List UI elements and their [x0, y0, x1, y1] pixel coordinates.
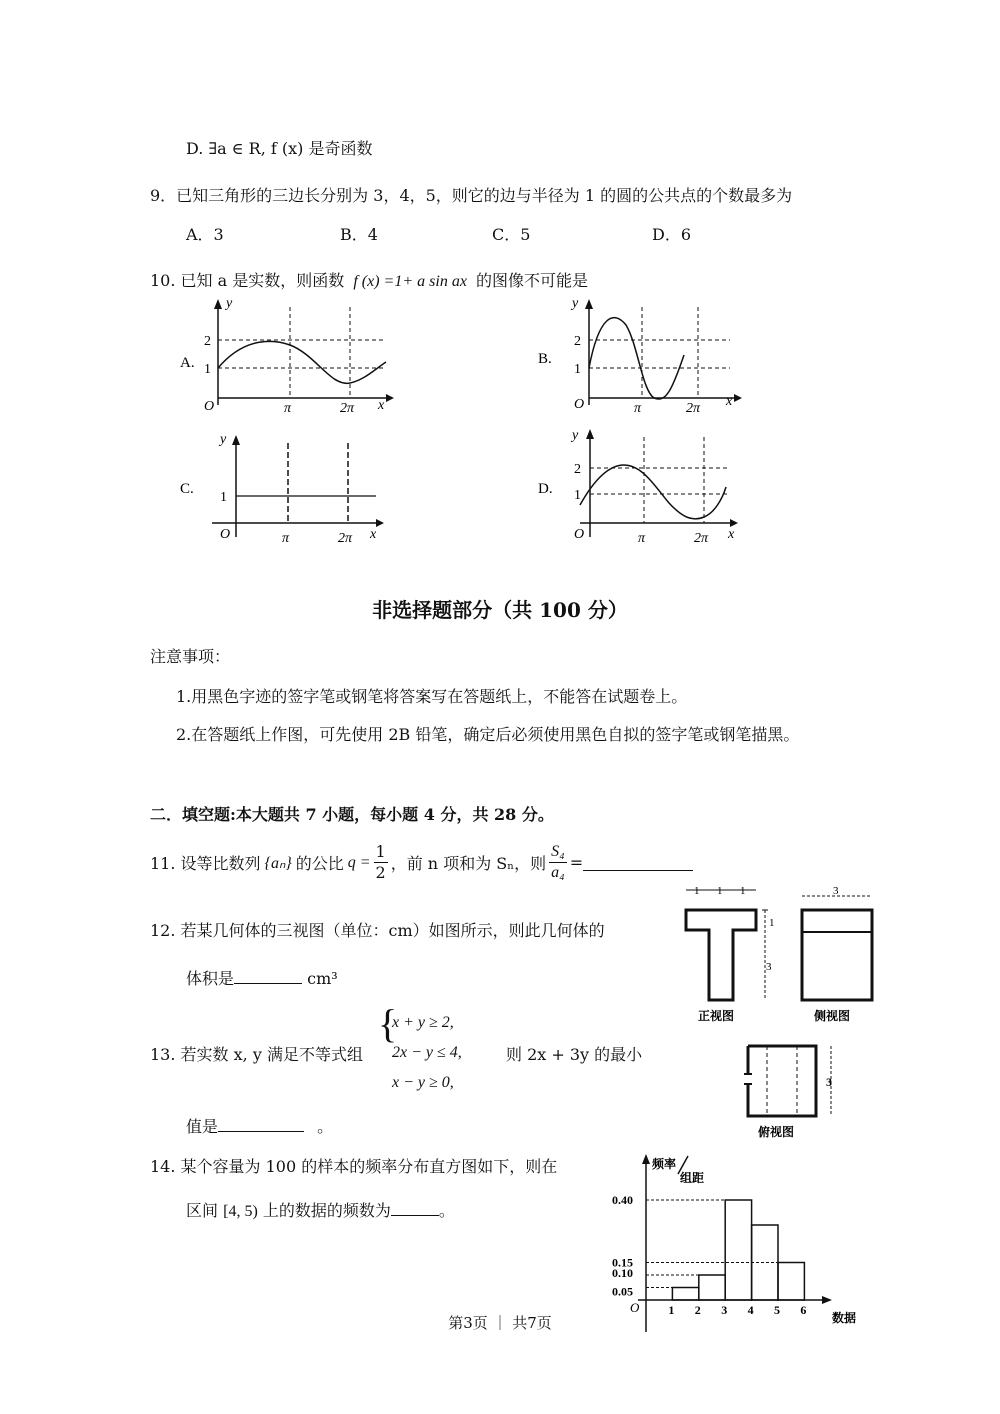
hist-y-tick: 0.40	[612, 1193, 633, 1207]
hist-y-tick: 0.05	[612, 1284, 633, 1299]
origin-label: O	[574, 397, 585, 412]
q11-target-num: S₄	[549, 842, 567, 863]
notes-item-2: 2.在答题纸上作图，可先使用 2B 铅笔，确定后必须使用黑色自拟的签字笔或钢笔描黑。	[176, 725, 800, 744]
q11-target-den: a₄	[551, 864, 565, 881]
q14-line2-end: 。	[438, 1201, 455, 1220]
q11-target-fraction	[549, 842, 567, 883]
q13-line2-suffix: 。	[317, 1117, 334, 1136]
part2-heading: 二．填空题:本大题共 7 小题，每小题 4 分，共 28 分。	[150, 805, 554, 824]
tick-2: 2	[574, 334, 581, 349]
q13-line2-prefix: 值是	[186, 1117, 219, 1136]
q10-formula: f (x) =1+ a sin ax	[353, 273, 467, 290]
graph-a-label: A.	[180, 355, 195, 371]
hist-ylabel-bottom: 组距	[680, 1171, 705, 1185]
front-view-label: 正视图	[698, 1009, 735, 1023]
q9-option-d: D．6	[652, 225, 692, 244]
tick-pi: π	[284, 401, 292, 415]
q9-option-c: C．5	[492, 225, 531, 244]
q11-ratio-fraction	[374, 842, 388, 883]
origin-label: O	[220, 527, 231, 542]
q12-three-views	[676, 882, 906, 1030]
axis-y-label: y	[220, 432, 227, 447]
q9-option-b: B．4	[340, 225, 378, 244]
q12-answer-blank[interactable]	[234, 967, 302, 984]
graph-d-label: D.	[538, 481, 553, 497]
origin-label: O	[204, 399, 215, 414]
q8-option-d: D. ∃a ∈ R, f (x) 是奇函数	[186, 139, 373, 158]
dim-1c: 1	[740, 885, 746, 897]
tick-1: 1	[220, 490, 227, 505]
q12-top-view	[740, 1038, 850, 1146]
q10-graph-b	[534, 295, 754, 415]
q11-prefix: 11. 设等比数列	[150, 854, 261, 873]
axis-x-label: x	[728, 527, 735, 542]
q11-seq: {aₙ}	[264, 854, 292, 872]
dim-1b: 1	[717, 885, 723, 897]
q10-graph-d	[534, 425, 754, 550]
q10-stem-prefix: 10. 已知 a 是实数，则函数	[150, 271, 345, 290]
hist-y-tick: 0.15	[612, 1255, 633, 1270]
q13-line2	[186, 1114, 333, 1137]
hist-xlabel: 数据	[832, 1311, 857, 1325]
q9-option-a: A．3	[186, 225, 224, 244]
notes-item-1: 1.用黑色字迹的签字笔或钢笔将答案写在答题纸上，不能答在试题卷上。	[176, 687, 688, 706]
q13-suffix: 则 2x + 3y 的最小	[506, 1045, 643, 1064]
side-view-label: 侧视图	[814, 1009, 851, 1023]
graph-b-label: B.	[538, 351, 552, 367]
q14-interval: [4, 5)	[223, 1203, 258, 1220]
q14-line2	[186, 1198, 455, 1221]
dim-3c: 3	[826, 1075, 832, 1089]
q11-ratio-den: 2	[375, 863, 386, 882]
q13-ineq-2: 2x − y ≤ 4,	[392, 1044, 462, 1061]
tick-pi: π	[282, 531, 290, 546]
q11-answer-blank[interactable]	[583, 854, 693, 871]
q13-ineq-1: x + y ≥ 2,	[392, 1014, 454, 1031]
q13-answer-blank[interactable]	[218, 1115, 304, 1132]
q10-stem-suffix: 的图像不可能是	[476, 271, 589, 290]
tick-2: 2	[574, 462, 581, 477]
q11-q: q =	[347, 853, 371, 871]
dim-1d: 1	[769, 917, 775, 929]
tick-2pi: 2π	[694, 531, 709, 546]
axis-y-label: y	[226, 296, 233, 311]
top-view-label: 俯视图	[758, 1125, 795, 1139]
hist-y-tick: 0.10	[612, 1266, 633, 1280]
tick-2: 2	[204, 334, 211, 349]
origin-label: O	[574, 527, 585, 542]
q11-mid: 的公比	[295, 854, 344, 873]
q13-prefix: 13. 若实数 x, y 满足不等式组	[150, 1045, 363, 1064]
dim-3b: 3	[833, 885, 839, 897]
q11-ratio-num: 1	[375, 842, 386, 861]
tick-1: 1	[574, 362, 581, 377]
axis-x-label: x	[378, 398, 385, 413]
notes-heading: 注意事项：	[150, 647, 231, 666]
hist-bar	[672, 1288, 698, 1301]
hist-origin: O	[630, 1300, 640, 1315]
q12-line2	[186, 966, 338, 989]
q12-unit: cm³	[307, 969, 338, 988]
q14-line2-prefix: 区间	[186, 1201, 219, 1220]
q11-mid2: ，前 n 项和为 Sₙ，则	[390, 854, 547, 873]
q9-stem: 9．已知三角形的三边长分别为 3，4，5，则它的边与半径为 1 的圆的公共点的个数最多为	[150, 186, 793, 205]
q11-eq: =	[569, 853, 584, 872]
tick-1: 1	[204, 362, 211, 377]
tick-pi: π	[638, 531, 646, 546]
hist-x-tick: 3	[721, 1303, 728, 1317]
hist-bar	[725, 1200, 751, 1300]
hist-ylabel-top: 频率	[652, 1157, 677, 1171]
q14-line1: 14. 某个容量为 100 的样本的频率分布直方图如下，则在	[150, 1157, 558, 1176]
q13-ineq-3: x − y ≥ 0,	[392, 1074, 454, 1091]
hist-bar	[699, 1275, 725, 1300]
axis-y-label: y	[572, 296, 579, 311]
dim-3a: 3	[766, 961, 772, 973]
q13-system	[392, 1008, 462, 1098]
tick-pi: π	[634, 401, 642, 415]
axis-x-label: x	[370, 527, 377, 542]
section-title: 非选择题部分（共 100 分）	[372, 598, 628, 622]
hist-x-tick: 6	[800, 1303, 807, 1317]
q10-graph-c	[176, 425, 396, 550]
hist-x-tick: 2	[694, 1303, 701, 1317]
q14-answer-blank[interactable]	[391, 1199, 439, 1216]
hist-x-tick: 1	[668, 1303, 675, 1317]
q10-stem	[150, 268, 588, 291]
q14-line2-suffix: 上的数据的频数为	[262, 1201, 391, 1220]
q11	[150, 842, 693, 883]
hist-x-tick: 5	[774, 1303, 780, 1317]
q12-line2-prefix: 体积是	[186, 969, 235, 988]
tick-1: 1	[574, 488, 581, 503]
hist-bar	[778, 1263, 804, 1301]
q13-brace: {	[378, 1001, 398, 1046]
q12-line1: 12. 若某几何体的三视图（单位：cm）如图所示，则此几何体的	[150, 921, 605, 940]
page-footer: 第3页 ｜ 共7页	[448, 1314, 552, 1332]
axis-x-label: x	[726, 394, 733, 409]
tick-2pi: 2π	[340, 401, 355, 415]
hist-bar	[752, 1225, 778, 1300]
graph-c-label: C.	[180, 481, 194, 497]
dim-1a: 1	[694, 885, 700, 897]
tick-2pi: 2π	[338, 531, 353, 546]
axis-y-label: y	[572, 428, 579, 443]
tick-2pi: 2π	[686, 401, 701, 415]
q10-graph-a	[176, 295, 396, 415]
hist-x-tick: 4	[747, 1303, 754, 1317]
